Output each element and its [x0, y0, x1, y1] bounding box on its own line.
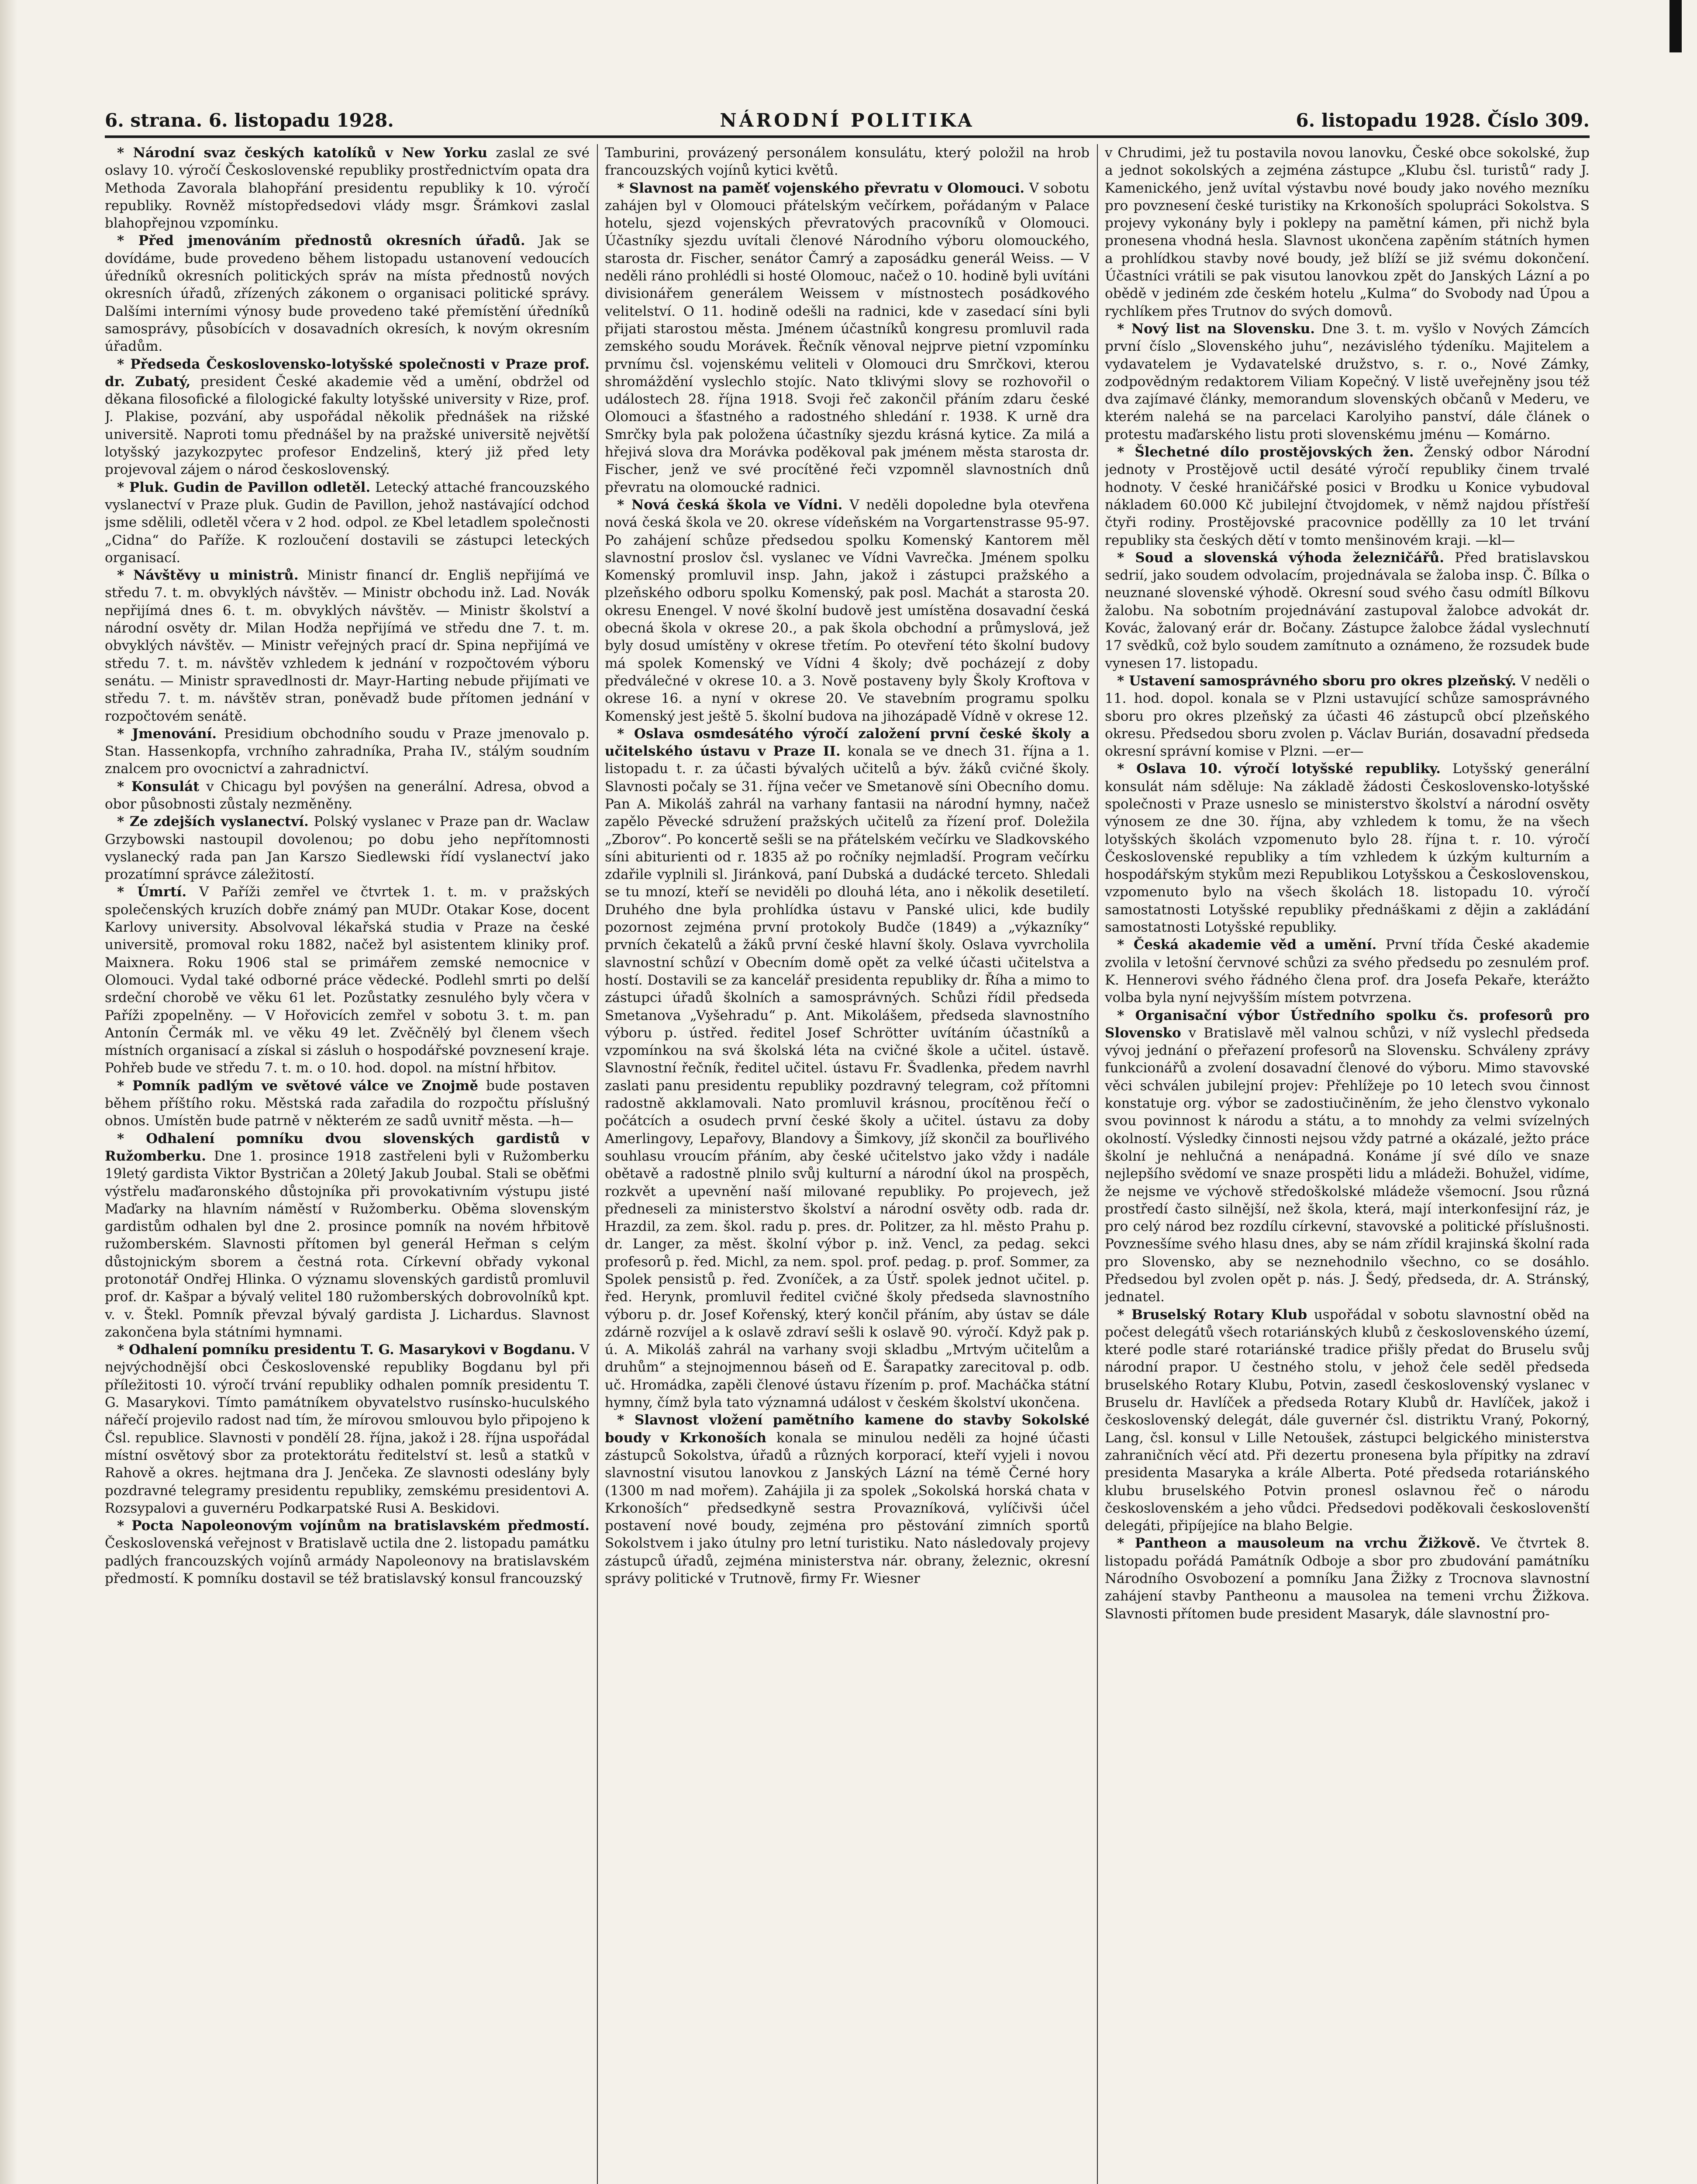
news-item [605, 180, 1090, 496]
news-item-headline: * Organisační výbor Ústředního spolku čs. profesorů pro Slovensko [1105, 1007, 1590, 1041]
news-item [1105, 144, 1590, 320]
news-item-headline: * Návštěvy u ministrů. [117, 567, 299, 584]
news-item-body: zaslal ze své oslavy 10. výročí Československé republiky prostřednictvím opata dra Methoda Zavorala blahopřání presidentu republiky k 10. výročí republiky. Rovněž místopředsedovi vlády msgr. Šrámkovi zaslal blahopřejnou vzpomínku. [105, 145, 590, 232]
news-item-headline: * Slavnost vložení pamětního kamene do stavby Sokolské boudy v Krkonoších [605, 1412, 1090, 1446]
news-item [105, 479, 590, 567]
news-item-body: V sobotu zahájen byl v Olomouci přátelským večírkem, pořádaným v Palace hotelu, sjezd vojenských převratových pracovníků v Olomouci. Účastníky sjezdu uvítali členové Národního výboru olomouckého, starosta dr. Fischer, senátor Čamrý a zaposádku generál Weiss. — V neděli ráno prohlédli si hosté Olomouc, načež o 10. hodině byli uvítáni divisionářem generálem Weissem v místnostech posádkového velitelství. O 11. hodině odešli na radnici, kde v zasedací síni byli přijati starostou města. Jménem účastníků kongresu promluvil rada zemského soudu Morávek. Řečník věnoval nejprve pietní vzpomínku prvnímu čsl. vojenskému veliteli v Olomouci dru Smrčkovi, kterou shromáždění vyslechlo stojíc. Nato tklivými slovy se rozhovořil o událostech 28. října 1918. Svoji řeč zakončil přáním zdaru české Olomouci a šťastného a radostného shledání r. 1938. K urně dra Smrčky byla pak položena účastníky sjezdu krásná kytice. Za milá a hřejivá slova dra Morávka poděkoval pak jménem města starosta dr. Fischer, jenž ve své procítěné řeči vzpomněl slavnostních dnů převratu na olomoucké radnici. [605, 180, 1090, 495]
news-item-body: v Bratislavě měl valnou schůzi, v níž vyslechl předseda vývoj jednání o přeřazení profesorů na Slovensku. Schváleny zprávy funkcionářů a zvolení dosavadní členové do výboru. Mimo stavovské věci schválen jubilejní projev: Přehlížeje po 10 letech svou činnost konstatuje org. výbor se zadostiučiněním, že jeho členstvo vykonalo svou povinnost k národu a státu, a to mnohdy za velmi svízelných okolností. Výsledky činnosti nejsou vždy patrné a okázalé, ježto práce školní je nehlučná a nenápadná. Konáme jí své dílo ve snaze nejlepšího svědomí ve snaze prospěti lidu a mládeži. Bohužel, vidíme, že nejsme ve výchově středoškolské mládeže všemocní. Jsou různá prostředí často silnější, než škola, která, mají interkonfesijní ráz, je pro celý národ bez rozdílu církevní, stavovské a politické příslušnosti. Povznesšíme svého hlasu dnes, aby se nám zřídil krajinská školní rada pro Slovensko, aby se neznehodnilo všechno, co se dosáhlo. Předsedou byl zvolen opět p. nás. J. Šedý, předseda, dr. A. Stránský, jednatel. [1105, 1025, 1590, 1305]
news-item-body: Letecký attaché francouzského vyslanectví v Praze pluk. Gudin de Pavillon, jehož nastávající odchod jsme sdělili, odletěl včera v 2 hod. odpol. ze Kbel letadlem společnosti „Cidna“ do Paříže. K rozloučení dostavili se zástupci leteckých organisací. [105, 479, 590, 566]
news-item-body: Před bratislavskou sedrií, jako soudem odvolacím, projednávala se žaloba insp. Č. Bílka o neuznané slovenské výhodě. Okresní soud svého času odmítl Bílkovu žalobu. Na sobotním projednávání zastupoval žalobce advokát dr. Kovác, žalovaný erár dr. Bočany. Zástupce žalobce žádal vyslechnutí 17 svědků, což bylo soudem zamítnuto a oznámeno, že rozsudek bude vynesen 17. listopadu. [1105, 549, 1590, 671]
news-item-headline: * Pomník padlým ve světové válce ve Znojmě [117, 1078, 479, 1094]
scan-edge-shadow [0, 0, 17, 2184]
news-item [105, 778, 590, 813]
news-item-body: Dne 1. prosince 1918 zastřeleni byli v Ružomberku 19letý gardista Viktor Bystričan a 20letý Jakub Joubal. Stali se oběťmi výstřelu maďaronského důstojníka při provokativním výstupu jisté Maďarky na hlavním náměstí v Ružomberku. Oběma slovenským gardistům odhalen byl dne 2. prosince pomník na novém hřbitově ružomberském. Slavnosti přítomen byl generál Heřman s celým důstojnickým sborem a čestná rota. Církevní obřady vykonal protonotář Ondřej Hlinka. O významu slovenských gardistů promluvil prof. dr. Kašpar a bývalý velitel 180 ružomberských dobrovolníků kpt. v. v. Štekl. Pomník převzal bývalý gardista J. Lichardus. Slavnost zakončena byla státními hymnami. [105, 1148, 590, 1340]
news-item-headline: * Pocta Napoleonovým vojínům na bratislavském předmostí. [117, 1518, 590, 1534]
news-item-headline: * Soud a slovenská výhoda železničářů. [1117, 549, 1444, 566]
news-item [605, 496, 1090, 725]
news-item-headline: * Česká akademie věd a umění. [1117, 937, 1377, 953]
newspaper-page [105, 105, 1590, 2184]
news-item [605, 1411, 1090, 1587]
news-item-body: Československá veřejnost v Bratislavě uctila dne 2. listopadu památku padlých francouzských vojínů armády Napoleonovy na bratislavském předmostí. K pomníku dostavil se též bratislavský konsul francouzský [105, 1535, 590, 1587]
news-item [1105, 320, 1590, 443]
news-item [1105, 1306, 1590, 1535]
news-item-body: v Chrudimi, jež tu postavila novou lanovku, České obce sokolské, žup a jednot sokolských a zejména zástupce „Klubu čsl. turistů“ rady J. Kamenického, jenž uvítal výstavbu nové boudy jako nového mezníku pro povznesení české turistiky na Krkonoších spolupráci Sokolstva. S projevy vykonány byly i poklepy na pamětní kámen, při nichž byla pronesena vhodná hesla. Slavnost ukončena zapěním státních hymen a prohlídkou stavby nové boudy, jež blíží se již svému dokončení. Účastníci vrátili se pak visutou lanovkou zpět do Janských Lázní a po obědě v jediném zde českém hotelu „Kulma“ do Svobody nad Úpou a rychlíkem přes Trutnov do svých domovů. [1105, 145, 1590, 319]
news-item [105, 144, 590, 232]
news-item [1105, 443, 1590, 549]
news-item-body: V neděli o 11. hod. dopol. konala se v Plzni ustavující schůze samosprávného sboru pro okres plzeňský za účasti 46 zástupců obcí plzeňského okresu. Předsedou sboru zvolen p. Václav Burián, dosavadní předseda okresní správní komise v Plzni. —er— [1105, 673, 1590, 760]
column-2 [605, 144, 1090, 2184]
news-item-headline: * Oslava 10. výročí lotyšské republiky. [1117, 761, 1441, 777]
news-item-headline: * Před jmenováním přednostů okresních úřadů. [117, 233, 525, 249]
binding-mark [1669, 0, 1682, 52]
page-header [105, 105, 1590, 138]
news-item-headline: * Předseda Československo-lotyšské společnosti v Praze prof. dr. Zubatý, [105, 356, 590, 390]
news-item [605, 144, 1090, 180]
news-item [105, 567, 590, 725]
news-item [1105, 1007, 1590, 1306]
news-item [605, 725, 1090, 1412]
news-item-body: Polský vyslanec v Praze pan dr. Waclaw Grzybowski nastoupil dovolenou; po dobu jeho nepřítomnosti vyslanecký rada pan Jan Karszo Siedlewski řídí vyslanectví jako prozatímní správce záležitostí. [105, 814, 590, 883]
news-item-headline: * Jmenování. [117, 726, 217, 742]
news-item-headline: * Národní svaz českých katolíků v New Yorku [117, 145, 488, 161]
news-item [105, 1130, 590, 1341]
news-item [105, 356, 590, 479]
news-item-headline: * Nová česká škola ve Vídni. [617, 497, 843, 513]
news-item-headline: * Odhalení pomníku dvou slovenských gardistů v Ružomberku. [105, 1130, 590, 1164]
news-item-body: president České akademie věd a umění, obdržel od děkana filosofické a filologické fakulty lotyšské university v Rize, prof. J. Plakise, pozvání, aby uspořádal několik přednášek na rižské universitě. Naproti tomu přednášel by na pražské universitě největší lotyšský jazykozpytec profesor Endzelinš, který již před lety projevoval zájem o národ československý. [105, 373, 590, 478]
header-issue-info: 6. listopadu 1928. Číslo 309. [1296, 110, 1590, 131]
news-item [1105, 936, 1590, 1006]
news-item-headline: * Bruselský Rotary Klub [1117, 1306, 1307, 1323]
news-item [105, 725, 590, 778]
masthead-title: NÁRODNÍ POLITIKA [720, 110, 975, 131]
news-item-body: V nejvýchodnější obci Československé republiky Bogdanu byl při příležitosti 10. výročí trvání republiky odhalen pomník presidentu T. G. Masarykovi. Tímto památníkem obyvatelstvo rusínsko-huculského nářečí projevilo radost nad tím, že mírovou smlouvou bylo připojeno k Čsl. republice. Slavnosti v pondělí 28. října, jakož i 28. října uspořádal místní osvětový sbor za protektorátu ředitelství st. lesů a statků v Rahově a okres. hejtmana dra J. Jenčeka. Ze slavnosti odeslány byly pozdravné telegramy presidentu republiky, zemskému presidentovi A. Rozsypalovi a guvernéru Podkarpatské Rusi A. Beskidovi. [105, 1342, 590, 1516]
news-item [105, 883, 590, 1077]
news-item-headline: * Nový list na Slovensku. [1117, 321, 1315, 337]
column-divider [597, 144, 598, 2184]
news-item-body: Tamburini, provázený personálem konsulátu, který položil na hrob francouzských vojínů kytici květů. [605, 145, 1090, 179]
news-item-body: Ve čtvrtek 8. listopadu pořádá Památník Odboje a sbor pro zbudování památníku Národního Osvobození a pomníku Jana Žižky z Trocnova slavnostní zahájení stavby Pantheonu a mausolea na temeni vrchu Žižkova. Slavnosti přítomen bude president Masaryk, dále slavnostní pro- [1105, 1535, 1590, 1622]
news-item-body: uspořádal v sobotu slavnostní oběd na počest delegátů všech rotariánských klubů z československého území, které podle staré rotariánské tradice přišly předat do Bruselu svůj národní prapor. U čestného stolu, v jehož čele seděl předseda bruselského Rotary Klubu, Potvin, zasedl československý vyslanec v Bruselu dr. Havlíček a předseda Rotary Klubů dr. Havlíček, jakož i československý delegát, dále guvernér čsl. distriktu Vraný, Pokorný, Lang, čsl. konsul v Lille Netoušek, zástupci belgického ministerstva zahraničních věcí atd. Při dezertu pronesena byla přípitky na zdraví presidenta Masaryka a krále Alberta. Poté předseda rotariánského klubu bruselského Potvin pronesl oslavnou řeč o národu československém a jeho vůdci. Předsedovi poděkovali českoslovenští delegáti, připíjejíce na blaho Belgie. [1105, 1306, 1590, 1534]
news-item-body: Dne 3. t. m. vyšlo v Nových Zámcích první číslo „Slovenského juhu“, nezávislého týdeníku. Majitelem a vydavatelem je Vydavatelské družstvo, s. r. o., Nové Zámky, zodpovědným redaktorem Viliam Kopečný. V listě uveřejněny jsou též dva zajímavé články, memorandum slovenských občanů v Mederu, ve kterém nalehá se na parcelaci Karolyiho panství, dále článek o protestu maďarského listu proti slovenskému jménu — Komárno. [1105, 321, 1590, 442]
news-item-headline: * Úmrtí. [117, 884, 187, 900]
header-page-info: 6. strana. 6. listopadu 1928. [105, 110, 394, 131]
news-item-body: První třída České akademie zvolila v letošní červnové schůzi za svého předsedu po zesnulém prof. K. Hennerovi svého řádného člena prof. dra Josefa Pekaře, kterážto volba byla nyní nejvyšším místem potvrzena. [1105, 937, 1590, 1006]
news-item-body: konala se minulou neděli za hojné účasti zástupců Sokolstva, úřadů a různých korporací, kteří vyjeli i novou slavnostní visutou lanovkou z Janských Lázní na témě Černé hory (1300 m nad mořem). Zahájila ji za spolek „Sokolská horská chata v Krkonoších“ předsedkyně sestra Provazníková, vylíčivši účel postavení nové boudy, zejména pro pěstování zimních sportů Sokolstvem i jako útulny pro letní turistiku. Nato následovaly projevy zástupců úřadů, zejména ministerstva nár. obrany, železnic, okresní správy politické v Trutnově, firmy Fr. Wiesner [605, 1430, 1090, 1587]
news-item-body: Ženský odbor Národní jednoty v Prostějově uctil desáté výročí republiky činem trvalé hodnoty. V české hraničářské posici v Brodku u Konice vybudoval nákladem 60.000 Kč jubilejní čtvojdomek, v němž najdou přístřeší čtyři rodiny. Prostějovské pracovnice poděllly za 10 let trvání republiky sta českých dětí v tomto menšinovém kraji. —kl— [1105, 444, 1590, 548]
news-item-headline: * Ze zdejších vyslanectví. [117, 814, 309, 830]
news-item [1105, 672, 1590, 760]
news-item-body: bude postaven během příštího roku. Městská rada zařadila do rozpočtu příslušný obnos. Umístěn bude patrně v některém ze sadů uvnitř města. —h— [105, 1078, 590, 1129]
news-item-headline: * Ustavení samosprávného sboru pro okres plzeňský. [1117, 673, 1517, 689]
news-item [1105, 1534, 1590, 1622]
news-item [1105, 549, 1590, 672]
news-item [105, 1341, 590, 1517]
news-item-headline: * Oslava osmdesátého výročí založení první české školy a učitelského ústavu v Praze II. [605, 726, 1090, 760]
news-item [105, 232, 590, 355]
news-item-body: konala se ve dnech 31. října a 1. listopadu t. r. za účasti bývalých učitelů a býv. žáků cvičné školy. Slavnosti počaly se 31. října večer ve Smetanově síni Obecního domu. Pan A. Mikoláš zahrál na varhany fantasii na národní hymny, načež zapělo Pěvecké sdružení pražských učitelů za řízení prof. Doležila „Zborov“. Po koncertě sešli se na přátelském večírku ve Sladkovského síni abiturienti od r. 1835 až po ročníky nejmladší. Program večírku zdařile vyplnili sl. Jiránková, paní Dubská a dudácké terceto. Shledali se tu mnozí, kteří se neviděli po dlouhá léta, ano i několik desetiletí. Druhého dne byla prohlídka ústavu v Panské ulici, kde budily pozornost zejména první protokoly Budče (1849) a „výkazníky“ prvních čekatelů a žáků první české hlavní školy. Oslava vyvrcholila slavnostní schůzí v Obecním domě opět za velké účasti učitelstva a hostí. Dostavili se za kancelář presidenta republiky dr. Říha a mimo to zástupci úřadů školních a samosprávných. Schůzi řídil předseda Smetanova „Vyšehradu“ p. Ant. Mikolášem, předseda slavnostního výboru p. ústřed. ředitel Josef Schrötter uvítáním účastníků a vzpomínkou na svá školská léta na cvičné škole a učitel. ústavě. Slavnostní řečník, ředitel učitel. ústavu Fr. Švadlenka, předem navrhl zaslati panu presidentu republiky pozdravný telegram, což přítomni radostně akklamovali. Nato promluvil krásnou, procítěnou řečí o počátcích a osudech první české školy a učitel. ústavu za doby Amerlingovy, Lepařovy, Blandovy a Šimkovy, jíž skončil za bouřlivého souhlasu vroucím přáním, aby české učitelstvo jako vždy i nadále obětavě a radostně plnilo svůj kulturní a národní úkol na prospěch, rozkvět a upevnění naší milované republiky. Po projevech, jež předneseli za ministerstvo školství a národní osvěty odb. rada dr. Hrazdil, za zem. škol. radu p. pres. dr. Politzer, za hl. město Prahu p. dr. Langer, za měst. školní výbor p. inž. Vencl, za pedag. sekci profesorů p. řed. Michl, za nem. spol. prof. pedag. p. prof. Sommer, za Spolek pensistů p. řed. Zvoníček, a za Ústř. spolek jednot učitel. p. řed. Herynk, promluvil ředitel cvičné školy předseda slavnostního výboru p. dr. Josef Kořenský, který končil přáním, aby ústav se dále zdárně rozvíjel a k oslavě zdraví sešli k oslavě 90. výročí. Když pak p. ú. A. Mikoláš zahrál na varhany svoji skladbu „Mrtvým učitelům a druhům“ a stejnojmennou báseň od E. Šarapatky zarecitoval p. odb. uč. Hromádka, zapěli členové ústavu řízením p. prof. Macháčka státní hymny, čímž byla tato významná událost v českém školství ukončena. [605, 743, 1090, 1411]
news-item-body: V neděli dopoledne byla otevřena nová česká škola ve 20. okrese vídeňském na Vorgartenstrasse 95-97. Po zahájení schůze předsedou spolku Komenský Kantorem měl slavnostní proslov čsl. vyslanec ve Vídni Vavrečka. Jménem spolku Komenský promluvil insp. Jahn, jakož i zástupci pražského a plzeňského odboru spolku Komenský, pak posl. Machát a starosta 20. okresu Enengel. V nové školní budově jest umístěna dosavadní česká obecná škola v okrese 20., a pak škola obchodní a průmyslová, jež byly dosud umístěny v okrese třetím. Po otevření této školní budovy má spolek Komenský ve Vídni 4 školy; dvě pocházejí z doby předválečné v okrese 10. a 3. Nově postaveny byly Školy Kroftova v okrese 16. a nyní v okrese 20. Ve stavebním programu spolku Komenský jest ještě 5. školní budova na jihozápadě Vídně v okrese 12. [605, 497, 1090, 724]
news-item-headline: * Pantheon a mausoleum na vrchu Žižkově. [1117, 1535, 1481, 1552]
news-item [105, 1077, 590, 1130]
news-item-headline: * Šlechetné dílo prostějovských žen. [1117, 444, 1414, 460]
news-item-body: Presidium obchodního soudu v Praze jmenovalo p. Stan. Hassenkopfa, vrchního zahradníka, Praha IV., stálým soudním znalcem pro ovocnictví a zahradnictví. [105, 726, 590, 777]
news-item-headline: * Slavnost na paměť vojenského převratu v Olomouci. [617, 180, 1025, 196]
news-item [1105, 760, 1590, 936]
column-1 [105, 144, 590, 2184]
article-columns [105, 144, 1590, 2184]
news-item-headline: * Konsulát [117, 778, 200, 795]
news-item [105, 813, 590, 883]
news-item-body: Lotyšský generální konsulát nám sděluje: Na základě žádosti Československo-lotyšské společnosti v Praze usneslo se ministerstvo školství a národní osvěty výnosem ze dne 30. října, aby vzhledem k tomu, že na všech lotyšských školách vzpomenuto bylo 28. října t. r. 10. výročí Československé republiky a tím vzhledem k úzkým kulturním a hospodářským stykům mezi Republikou Lotyšskou a Československou, vzpomenuto bylo na všech školách 18. listopadu 10. výročí samostatnosti Lotyšské republiky přednáškami z dějin a zakládání samostatnosti Lotyšské republiky. [1105, 761, 1590, 936]
column-divider [1097, 144, 1098, 2184]
news-item-body: v Chicagu byl povýšen na generální. Adresa, obvod a obor působnosti zůstaly nezměněny. [105, 778, 590, 812]
news-item-body: V Paříži zemřel ve čtvrtek 1. t. m. v pražských společenských kruzích dobře známý pan MUDr. Otakar Kose, docent Karlovy university. Absolvoval lékařská studia v Praze na české universitě, promoval roku 1882, načež byl asistentem kliniky prof. Maixnera. Roku 1906 stal se primářem zemské nemocnice v Olomouci. Vydal také odborné práce vědecké. Podlehl smrti po delší srdeční chorobě ve věku 61 let. Pozůstatky zesnulého byly včera v Paříži zpopelněny. — V Hořovicích zemřel v sobotu 3. t. m. pan Antonín Čermák ml. ve věku 49 let. Zvěčnělý byl členem všech místních organisací a získal si zásluh o hospodářské povznesení kraje. Pohřeb bude ve středu 7. t. m. o 10. hod. dopol. na místní hřbitov. [105, 884, 590, 1076]
news-item-headline: * Odhalení pomníku presidentu T. G. Masarykovi v Bogdanu. [117, 1342, 576, 1358]
column-3 [1105, 144, 1590, 2184]
news-item-body: Jak se dovídáme, bude provedeno během listopadu ustanovení vedoucích úředníků okresních politických správ na místa přednostů nových okresních úřadů, zřízených zákonem o organisaci politické správy. Dalšími interními výnosy bude provedeno také přemístění úředníků samosprávy, působících v dosavadních okresích, k novým okresním úřadům. [105, 233, 590, 355]
news-item-body: Ministr financí dr. Engliš nepřijímá ve středu 7. t. m. obvyklých návštěv. — Ministr obchodu inž. Lad. Novák nepřijímá dnes 6. t. m. obvyklých návštěv. — Ministr školství a národní osvěty dr. Milan Hodža nepřijímá ve středu dne 7. t. m. obvyklých návštěv. — Ministr veřejných prací dr. Spina nepřijímá ve středu 7. t. m. návštěv vzhledem k jednání v rozpočtovém výboru senátu. — Ministr spravedlnosti dr. Mayr-Harting nebude přijímati ve středu 7. t. m. návštěv stran, poněvadž bude přítomen jednání v rozpočtovém senátě. [105, 567, 590, 724]
news-item [105, 1517, 590, 1587]
news-item-headline: * Pluk. Gudin de Pavillon odletěl. [117, 479, 371, 495]
